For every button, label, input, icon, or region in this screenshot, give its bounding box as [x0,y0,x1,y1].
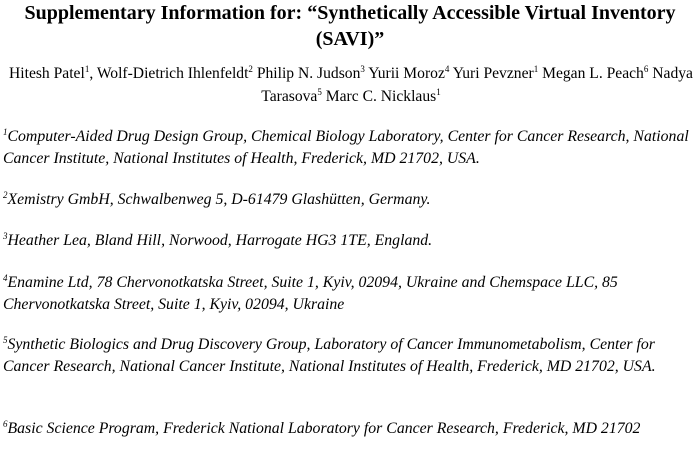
affiliation-number: 2 [3,190,8,200]
affiliation-number: 1 [3,127,8,137]
author: Marc C. Nicklaus$^1$ [325,87,441,105]
author: Hitesh Patel$^1$, [9,64,97,82]
affiliation-marker: 6 [643,64,649,74]
affiliation-text: Xemistry GmbH, Schwalbenweg 5, D-61479 Glashütten, Germany. [7,191,431,208]
affiliation-3 [3,230,697,252]
affiliation-1 [3,126,697,170]
author-list [8,62,694,108]
author: Yuri Pevzner$^1$ [452,64,539,82]
affiliation-marker: 2 [248,64,253,74]
affiliation-marker: 5 [317,87,322,97]
affiliation-4 [3,272,697,316]
affiliation-5 [3,334,697,378]
affiliation-text: Computer-Aided Drug Design Group, Chemical Biology Laboratory, Center for Cancer Research, National Cancer Institute, National Institutes of Health, Frederick, MD 21702, USA. [3,128,689,167]
affiliation-text: Synthetic Biologics and Drug Discovery Group, Laboratory of Cancer Immunometabolism, Center for Cancer Research, National Cancer Institute, National Institutes of Health, Frederick, MD 21702, USA. [3,336,656,375]
author: Wolf-Dietrich Ihlenfeldt$^2$ [96,64,253,82]
author: Philip N. Judson$^3$ [256,64,365,82]
affiliation-marker: 1 [533,64,539,74]
affiliation-number: 3 [3,231,8,241]
affiliation-text: Enamine Ltd, 78 Chervonotkatska Street, Suite 1, Kyiv, 02094, Ukraine and Chemspace LLC, 85 Chervonotkatska Street, Suite 1, Kyiv, 02094, Ukraine [3,274,618,313]
author: Nadya Tarasova$^5$ [261,65,693,105]
affiliation-6 [3,418,697,440]
affiliation-number: 6 [3,419,8,429]
affiliation-marker: 3 [360,64,365,74]
author: Megan L. Peach$^6$ [542,64,649,82]
affiliation-text: Basic Science Program, Frederick National Laboratory for Cancer Research, Frederick, MD 21702 [7,420,641,437]
affiliation-text: Heather Lea, Bland Hill, Norwood, Harrogate HG3 1TE, England. [7,232,433,249]
affiliation-number: 4 [3,273,8,283]
author: Yurii Moroz$^4$ [368,64,450,82]
affiliation-marker: 4 [444,64,450,74]
affiliation-2 [3,189,697,211]
affiliation-marker: 1 [84,64,90,74]
affiliation-number: 5 [3,335,8,345]
affiliation-marker: 1 [436,87,441,97]
document-title: Supplementary Information for: “Synthetically Accessible Virtual Inventory (SAVI)” [24,2,676,50]
